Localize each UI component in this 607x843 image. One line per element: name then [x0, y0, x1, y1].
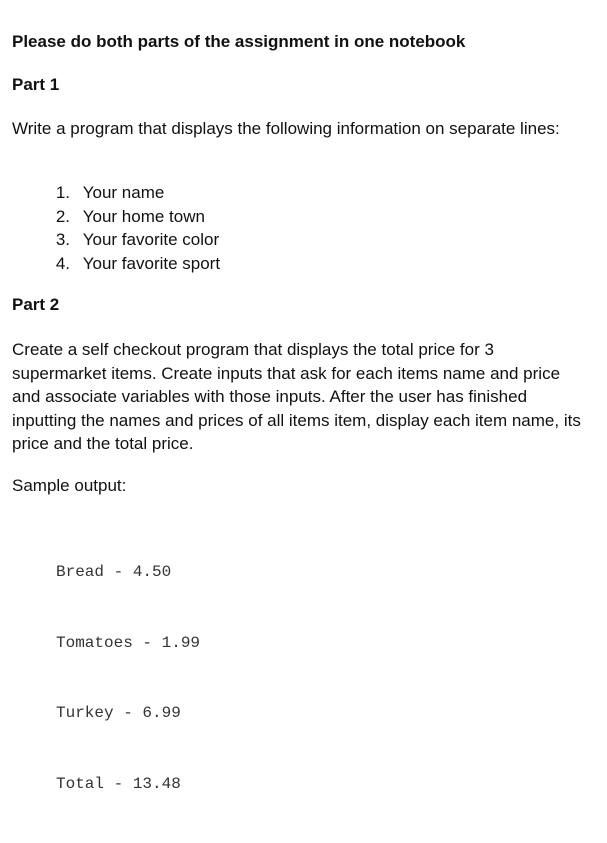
list-item [12, 228, 220, 252]
list-item-number: 2. [55, 206, 70, 226]
part1-list [12, 181, 220, 275]
sample-output-line: Turkey - 6.99 [56, 704, 181, 722]
document-title: Please do both parts of the assignment in one notebook [12, 32, 466, 51]
list-item [12, 181, 220, 205]
sample-output-label: Sample output: [12, 476, 127, 495]
list-item-text: Your favorite color [82, 230, 220, 249]
part2-heading: Part 2 [12, 295, 60, 314]
list-item-text: Your home town [82, 206, 205, 226]
list-item-number: 4. [55, 253, 70, 273]
list-item-number: 1. [55, 183, 70, 202]
list-item [12, 252, 220, 276]
sample-output-block [56, 514, 200, 843]
sample-output-line: Tomatoes - 1.99 [56, 633, 201, 652]
part1-intro: Write a program that displays the following information on separate lines: [12, 119, 560, 138]
list-item [12, 205, 220, 229]
list-item-text: Your name [82, 183, 165, 202]
sample-output-line: Bread - 4.50 [56, 563, 172, 581]
part2-description: Create a self checkout program that displays the total price for 3 supermarket items. Create inputs that ask for each items name and price and associate variables with those inputs. After the user has finished inputting the names and prices of all items item, display each item name, its price and the total price. [12, 340, 581, 453]
sample-output-line: Total - 13.48 [56, 774, 181, 793]
list-item-text: Your favorite sport [82, 253, 221, 273]
list-item-number: 3. [55, 230, 70, 249]
part1-heading: Part 1 [12, 75, 60, 94]
